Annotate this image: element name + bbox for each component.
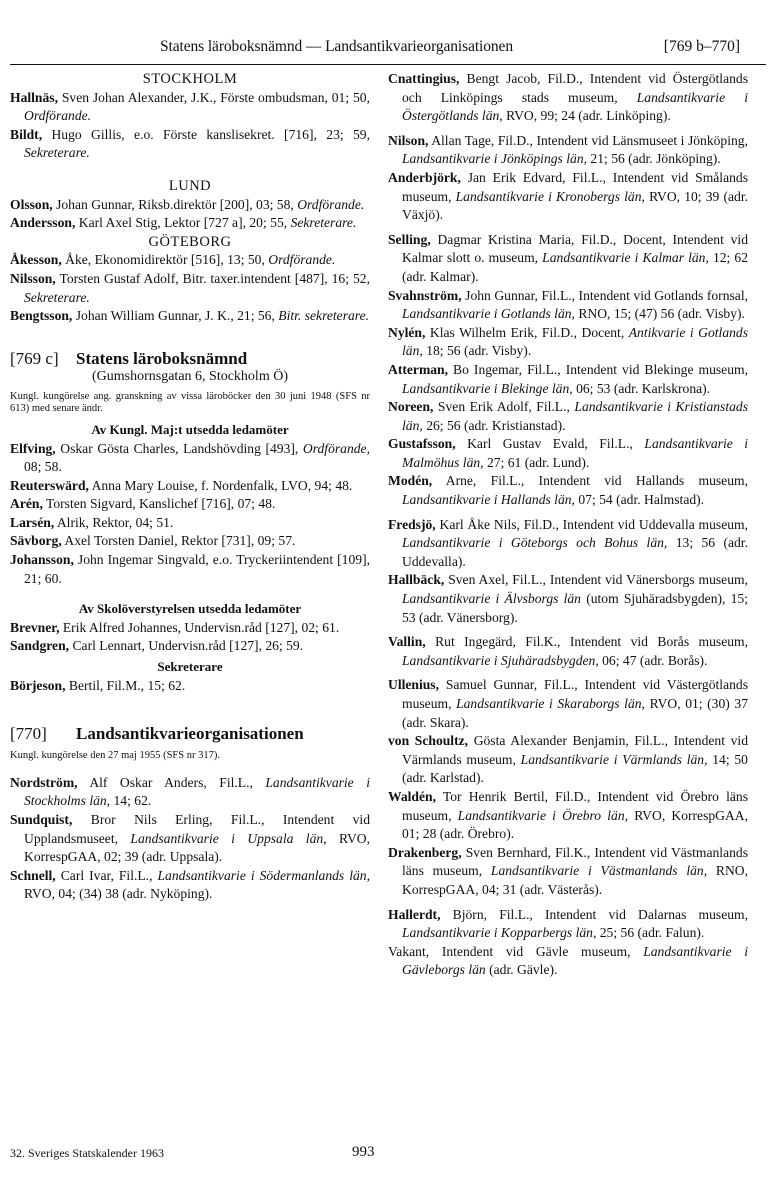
page-number: 993	[352, 1144, 375, 1160]
entry-atterman: Atterman, Bo Ingemar, Fil.L., Intendent vid Blekinge museum, Landsantikvarie i Blekinge län, 06; 53 (adr. Karlskrona).	[388, 361, 748, 396]
left-column	[10, 70, 370, 904]
entry-gustafsson: Gustafsson, Karl Gustav Evald, Fil.L., Landsantikvarie i Malmöhus län, 27; 61 (adr. Lund).	[388, 436, 749, 470]
header-rule	[10, 64, 766, 65]
section-769c-note: Kungl. kungörelse ang. granskning av vissa läroböcker den 30 juni 1948 (SFS nr 613) med senare ändr.	[10, 390, 370, 414]
city-heading-lund: LUND	[168, 177, 212, 194]
page-reference: [769 b–770]	[663, 38, 740, 55]
entry-johansson: Johansson, John Ingemar Singvald, e.o. Tryckeriintendent [109], 21; 60.	[10, 552, 370, 586]
entry-nilson: Nilson, Allan Tage, Fil.D., Intendent vid Länsmuseet i Jönköping, Landsantikvarie i Jönköpings län, 21; 56 (adr. Jönköping).	[388, 132, 748, 167]
footer-source: 32. Sveriges Statskalender 1963	[10, 1146, 164, 1160]
entry-borjeson: Börjeson, Bertil, Fil.M., 15; 62.	[10, 677, 186, 693]
entry-hallerdt: Hallerdt, Björn, Fil.L., Intendent vid Dalarnas museum, Landsantikvarie i Kopparbergs län, 25; 56 (adr. Falun).	[388, 906, 748, 941]
entry-larsen: Larsén, Alrik, Rektor, 04; 51.	[10, 514, 174, 530]
entry-moden: Modén, Arne, Fil.L., Intendent vid Hallands museum, Landsantikvarie i Hallands län, 07; 54 (adr. Halmstad).	[388, 473, 748, 508]
entry-savborg: Sävborg, Axel Torsten Daniel, Rektor [731], 09; 57.	[10, 533, 296, 549]
entry-selling: Selling, Dagmar Kristina Maria, Fil.D., Docent, Intendent vid Kalmar slott o. museum, Landsantikvarie i Kalmar län, 12; 62 (adr. Kalmar).	[388, 231, 748, 284]
entry-von-schoultz: von Schoultz, Gösta Alexander Benjamin, Fil.L., Intendent vid Värmlands museum, Landsantikvarie i Värmlands län, 14; 50 (adr. Karlstad).	[388, 733, 748, 786]
entry-sundquist: Sundquist, Bror Nils Erling, Fil.L., Intendent vid Upplandsmuseet, Landsantikvarie i Uppsala län, RVO, KorrespGAA, 02; 39 (adr. Uppsala).	[10, 812, 371, 865]
entry-brevner: Brevner, Erik Alfred Johannes, Undervisn.råd [127], 02; 61.	[10, 619, 340, 635]
section-770-note: Kungl. kungörelse den 27 maj 1955 (SFS nr 317).	[10, 749, 220, 761]
entry-vallin: Vallin, Rut Ingegärd, Fil.K., Intendent vid Borås museum, Landsantikvarie i Sjuhäradsbygden, 06; 47 (adr. Borås).	[388, 634, 749, 668]
section-769c-heading: [769 c] Statens läroboksnämnd	[10, 348, 248, 368]
group-heading-sekreterare: Sekreterare	[157, 659, 223, 675]
entry-anderbjork: Anderbjörk, Jan Erik Edvard, Fil.L., Intendent vid Smålands museum, Landsantikvarie i Kronobergs län, RVO, 10; 39 (adr. Växjö).	[388, 169, 749, 223]
entry-bildt: Bildt, Hugo Gillis, e.o. Förste kanslisekret. [716], 23; 59, Sekreterare.	[10, 126, 370, 161]
group-heading-skoloverstyrelsen: Av Skolöverstyrelsen utsedda ledamöter	[78, 601, 302, 617]
entry-nylen: Nylén, Klas Wilhelm Erik, Fil.D., Docent, Antikvarie i Gotlands län, 18; 56 (adr. Visby).	[388, 324, 748, 359]
entry-cnattingius: Cnattingius, Bengt Jacob, Fil.D., Intendent vid Östergötlands och Linköpings stads museum, Landsantikvarie i Östergötlands län, RVO, 99; 24 (adr. Linköping).	[388, 71, 749, 124]
entry-aren: Arén, Torsten Sigvard, Kanslichef [716], 07; 48.	[10, 496, 276, 512]
entry-sandgren: Sandgren, Carl Lennart, Undervisn.råd [127], 26; 59.	[10, 638, 304, 654]
entry-hallback: Hallbäck, Sven Axel, Fil.L., Intendent vid Vänersborgs museum, Landsantikvarie i Älvsborgs län (utom Sjuhäradsbygden), 15; 53 (adr. Vänersborg).	[388, 572, 748, 625]
entry-andersson: Andersson, Karl Axel Stig, Lektor [727 a], 20; 55, Sekreterare.	[10, 215, 357, 231]
running-header	[160, 38, 740, 60]
entry-walden: Waldén, Tor Henrik Bertil, Fil.D., Intendent vid Örebro läns museum, Landsantikvarie i Örebro län, RVO, KorrespGAA, 01; 28 (adr. Örebro).	[388, 788, 749, 842]
entry-schnell: Schnell, Carl Ivar, Fil.L., Landsantikvarie i Södermanlands län, RVO, 04; (34) 38 (adr. Nyköping).	[10, 867, 370, 902]
entry-vakant: Vakant, Intendent vid Gävle museum, Landsantikvarie i Gävleborgs län (adr. Gävle).	[388, 943, 748, 978]
entry-olsson: Olsson, Johan Gunnar, Riksb.direktör [200], 03; 58, Ordförande.	[10, 196, 365, 212]
right-column	[388, 70, 748, 980]
entry-fredsjo: Fredsjö, Karl Åke Nils, Fil.D., Intendent vid Uddevalla museum, Landsantikvarie i Göteborgs och Bohus län, 13; 56 (adr. Uddevalla).	[388, 516, 748, 569]
city-heading-goteborg: GÖTEBORG	[148, 233, 232, 250]
entry-hallnas: Hallnäs, Sven Johan Alexander, J.K., Förste ombudsman, 01; 50, Ordförande.	[10, 89, 370, 124]
running-title: Statens läroboksnämnd — Landsantikvarieorganisationen	[160, 38, 513, 55]
city-heading-stockholm: STOCKHOLM	[142, 71, 238, 87]
entry-drakenberg: Drakenberg, Sven Bernhard, Fil.K., Intendent vid Västmanlands läns museum, Landsantikvarie i Västmanlands län, RNO, KorrespGAA, 04; 31 (adr. Västerås).	[388, 844, 748, 897]
entry-akesson: Åkesson, Åke, Ekonomidirektör [516], 13; 50, Ordförande.	[10, 252, 336, 268]
entry-noreen: Noreen, Sven Erik Adolf, Fil.L., Landsantikvarie i Kristianstads län, 26; 56 (adr. Kristianstad).	[388, 399, 749, 433]
entry-nilsson: Nilsson, Torsten Gustaf Adolf, Bitr. taxer.intendent [487], 16; 52, Sekreterare.	[10, 270, 370, 305]
section-770-heading: [770] Landsantikvarieorganisationen	[10, 724, 304, 744]
entry-elfving: Elfving, Oskar Gösta Charles, Landshövding [493], Ordförande, 08; 58.	[10, 440, 370, 475]
section-769c-address: (Gumshornsgatan 6, Stockholm Ö)	[92, 369, 288, 385]
entry-nordstrom: Nordström, Alf Oskar Anders, Fil.L., Landsantikvarie i Stockholms län, 14; 62.	[10, 774, 370, 809]
entry-svahnstrom: Svahnström, John Gunnar, Fil.L., Intendent vid Gotlands fornsal, Landsantikvarie i Gotlands län, RNO, 15; (47) 56 (adr. Visby).	[388, 287, 748, 322]
entry-ullenius: Ullenius, Samuel Gunnar, Fil.L., Intendent vid Västergötlands museum, Landsantikvarie i Skaraborgs län, RVO, 01; (30) 37 (adr. Skara).	[388, 677, 748, 730]
entry-reutersward: Reuterswärd, Anna Mary Louise, f. Nordenfalk, LVO, 94; 48.	[10, 477, 353, 493]
group-heading-kungl: Av Kungl. Maj:t utsedda ledamöter	[91, 421, 289, 437]
entry-bengtsson: Bengtsson, Johan William Gunnar, J. K., 21; 56, Bitr. sekreterare.	[10, 308, 370, 324]
